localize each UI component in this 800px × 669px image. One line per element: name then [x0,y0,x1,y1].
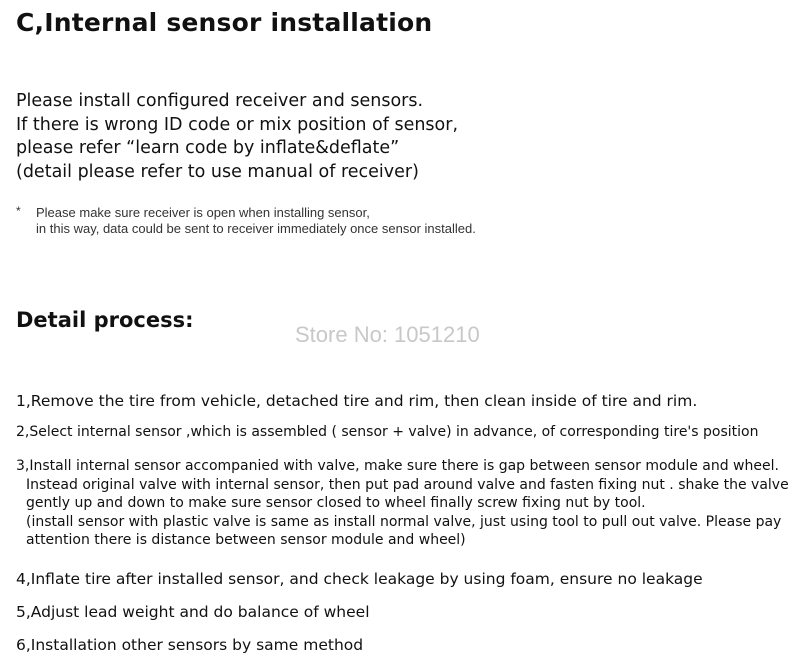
page-title: C,Internal sensor installation [16,8,433,37]
step-5: 5,Adjust lead weight and do balance of wheel [16,603,370,621]
detail-process-heading: Detail process: [16,308,194,332]
step-3-line: gently up and down to make sure sensor closed to wheel finally screw fixing nut by tool. [26,495,646,511]
step-3 [16,457,789,550]
note-line: Please make sure receiver is open when installing sensor, [36,205,370,220]
note-line: in this way, data could be sent to receiver immediately once sensor installed. [36,221,476,236]
note-bullet: * [16,204,21,218]
step-3-line: Instead original valve with internal sensor, then put pad around valve and fasten fixing nut . shake the valve [26,476,789,493]
step-2: 2,Select internal sensor ,which is assembled ( sensor + valve) in advance, of corresponding tire's position [16,424,759,440]
intro-paragraph [16,90,458,184]
installation-note [16,205,476,237]
intro-line: please refer “learn code by inflate&deflate” [16,138,400,158]
intro-line: If there is wrong ID code or mix position of sensor, [16,114,459,135]
step-3-line: 3,Install internal sensor accompanied with valve, make sure there is gap between sensor module and wheel. [16,458,779,474]
intro-line: (detail please refer to use manual of receiver) [16,161,419,182]
step-3-line: (install sensor with plastic valve is same as install normal valve, just using tool to pull out valve. Please pay [26,513,782,530]
step-6: 6,Installation other sensors by same method [16,636,364,654]
step-1: 1,Remove the tire from vehicle, detached tire and rim, then clean inside of tire and rim. [16,392,698,410]
step-3-line: attention there is distance between sensor module and wheel) [26,532,466,548]
intro-line: Please install configured receiver and sensors. [16,91,424,111]
store-watermark: Store No: 1051210 [295,322,480,347]
step-4: 4,Inflate tire after installed sensor, and check leakage by using foam, ensure no leakage [16,570,703,588]
